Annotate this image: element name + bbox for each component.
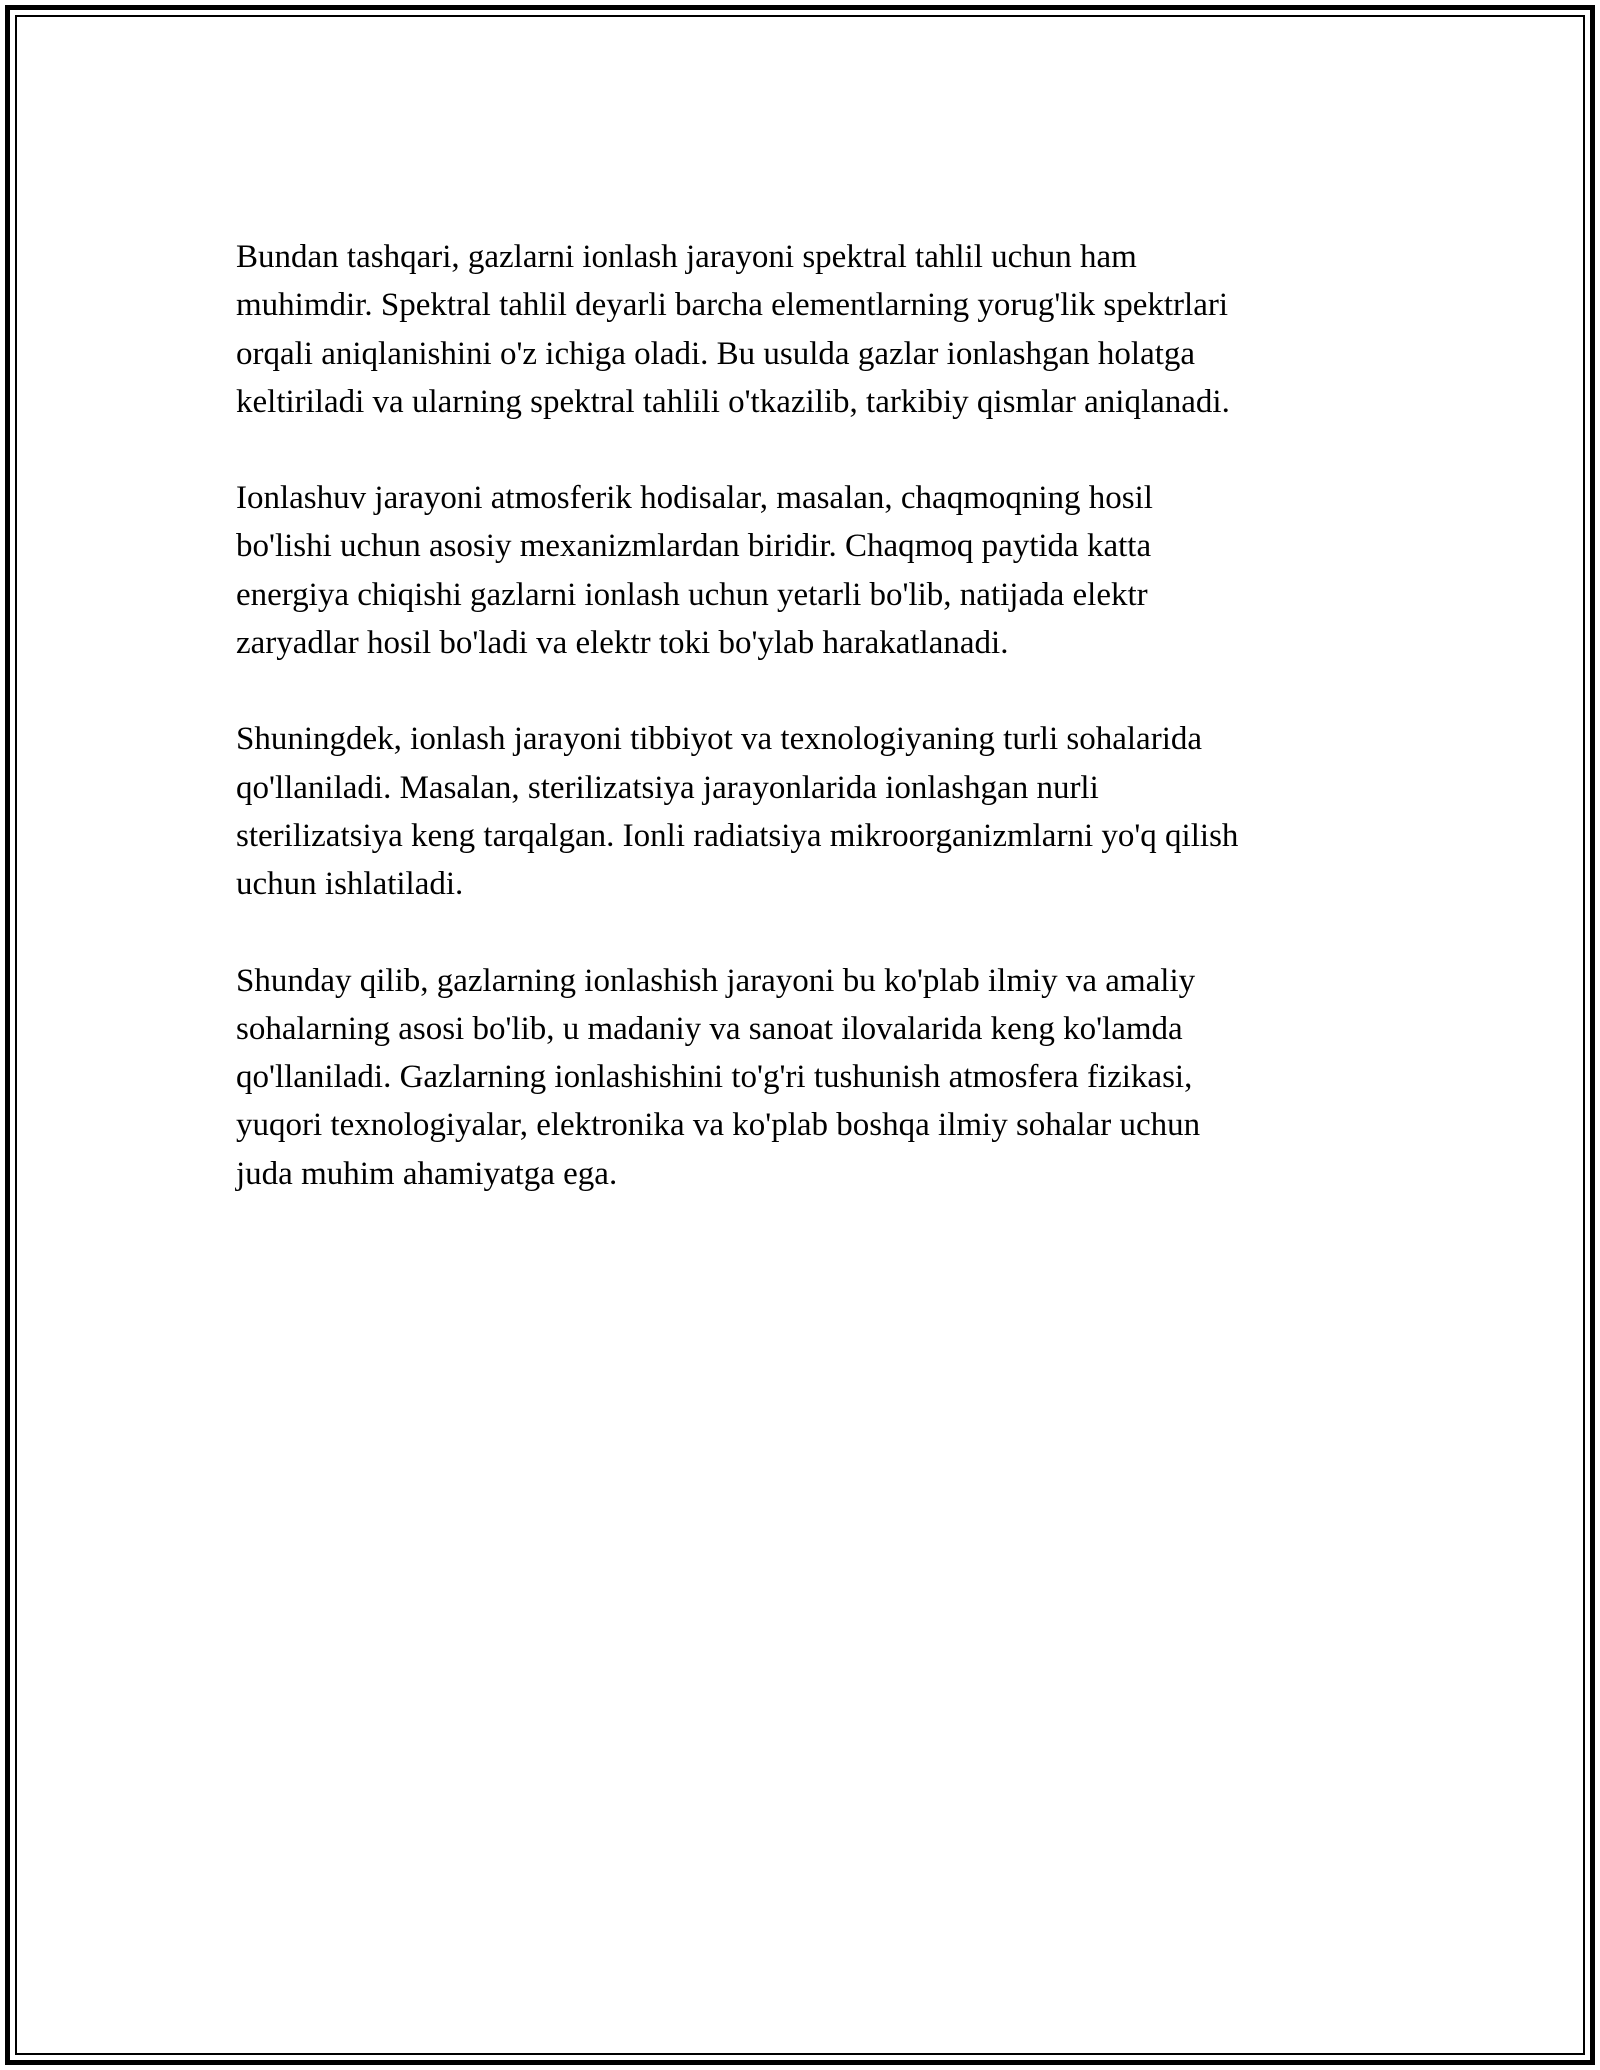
document-body [236, 233, 1366, 1246]
paragraph-medicine-technology: Shuningdek, ionlash jarayoni tibbiyot va texnologiyaning turli sohalarida qo'llaniladi. Masalan, sterilizatsiya jarayonlarida ionlashgan nurli sterilizatsiya keng tarqalgan. Ionli radiatsiya mikroorganizmlarni yo'q qilish uchun ishlatiladi. [236, 721, 1239, 903]
paragraph-spectral-analysis: Bundan tashqari, gazlarni ionlash jarayoni spektral tahlil uchun ham muhimdir. Spektral tahlil deyarli barcha elementlarning yorug'lik spektrlari orqali aniqlanishini o'z ichiga oladi. Bu usulda gazlar ionlashgan holatga keltiriladi va ularning spektral tahlili o'tkazilib, tarkibiy qismlar aniqlanadi. [236, 239, 1230, 420]
paragraph-lightning: Ionlashuv jarayoni atmosferik hodisalar, masalan, chaqmoqning hosil bo'lishi uchun asosiy mexanizmlardan biridir. Chaqmoq paytida katta energiya chiqishi gazlarni ionlash uchun yetarli bo'lib, natijada elektr zaryadlar hosil bo'ladi va elektr toki bo'ylab harakatlanadi. [236, 480, 1153, 662]
paragraph-conclusion: Shunday qilib, gazlarning ionlashish jarayoni bu ko'plab ilmiy va amaliy sohalarning asosi bo'lib, u madaniy va sanoat ilovalarida keng ko'lamda qo'llaniladi. Gazlarning ionlashishini to'g'ri tushunish atmosfera fizikasi, yuqori texnologiyalar, elektronika va ko'plab boshqa ilmiy sohalar uchun juda muhim ahamiyatga ega. [236, 962, 1201, 1192]
